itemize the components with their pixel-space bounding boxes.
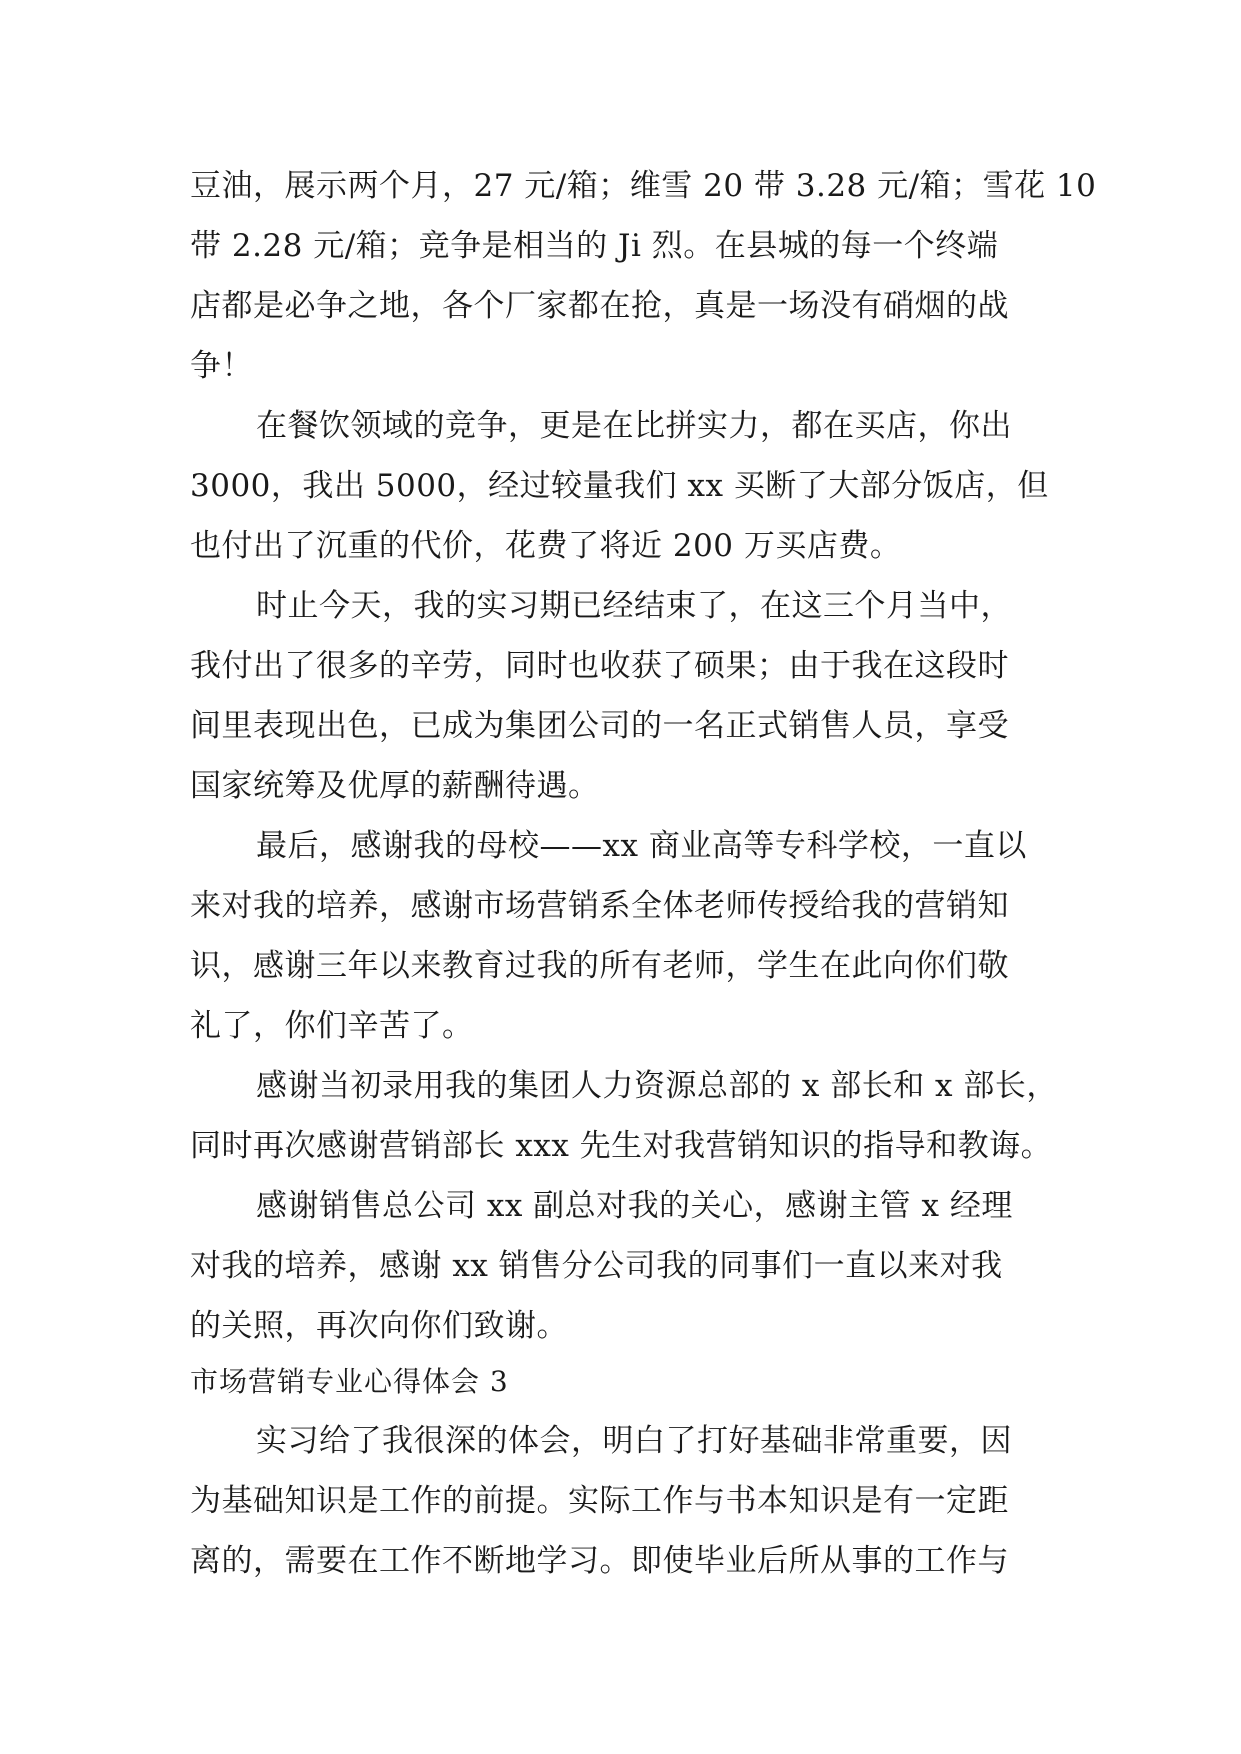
text-line: 在餐饮领域的竞争，更是在比拼实力，都在买店，你出	[256, 408, 1012, 444]
text-line: 感谢当初录用我的集团人力资源总部的 x 部长和 x 部长，	[256, 1068, 1058, 1104]
text-line: 店都是必争之地，各个厂家都在抢，真是一场没有硝烟的战	[190, 288, 1009, 324]
text-line: 的关照，再次向你们致谢。	[190, 1308, 568, 1344]
text-line: 带 2.28 元/箱；竞争是相当的 Ji 烈。在县城的每一个终端	[190, 228, 999, 264]
text-line: 3000，我出 5000，经过较量我们 xx 买断了大部分饭店，但	[190, 468, 1049, 504]
text-line: 礼了，你们辛苦了。	[190, 1008, 474, 1044]
text-line: 时止今天，我的实习期已经结束了，在这三个月当中，	[256, 588, 1012, 624]
text-line: 争！	[190, 348, 253, 384]
section-heading: 市场营销专业心得体会 3	[190, 1365, 509, 1398]
text-line: 豆油，展示两个月，27 元/箱；维雪 20 带 3.28 元/箱；雪花 10	[190, 168, 1097, 204]
text-line: 对我的培养，感谢 xx 销售分公司我的同事们一直以来对我	[190, 1248, 1003, 1284]
text-line: 离的，需要在工作不断地学习。即使毕业后所从事的工作与	[190, 1543, 1009, 1579]
text-line: 国家统筹及优厚的薪酬待遇。	[190, 768, 600, 804]
text-line: 识，感谢三年以来教育过我的所有老师，学生在此向你们敬	[190, 948, 1009, 984]
text-line: 实习给了我很深的体会，明白了打好基础非常重要，因	[256, 1423, 1012, 1459]
text-line: 间里表现出色，已成为集团公司的一名正式销售人员，享受	[190, 708, 1009, 744]
text-line: 也付出了沉重的代价，花费了将近 200 万买店费。	[190, 528, 902, 564]
text-line: 我付出了很多的辛劳，同时也收获了硕果；由于我在这段时	[190, 648, 1009, 684]
text-line: 为基础知识是工作的前提。实际工作与书本知识是有一定距	[190, 1483, 1009, 1519]
text-line: 最后，感谢我的母校——xx 商业高等专科学校，一直以	[256, 828, 1027, 864]
text-line: 来对我的培养，感谢市场营销系全体老师传授给我的营销知	[190, 888, 1009, 924]
text-line: 感谢销售总公司 xx 副总对我的关心，感谢主管 x 经理	[256, 1188, 1013, 1224]
text-line: 同时再次感谢营销部长 xxx 先生对我营销知识的指导和教诲。	[190, 1128, 1053, 1164]
